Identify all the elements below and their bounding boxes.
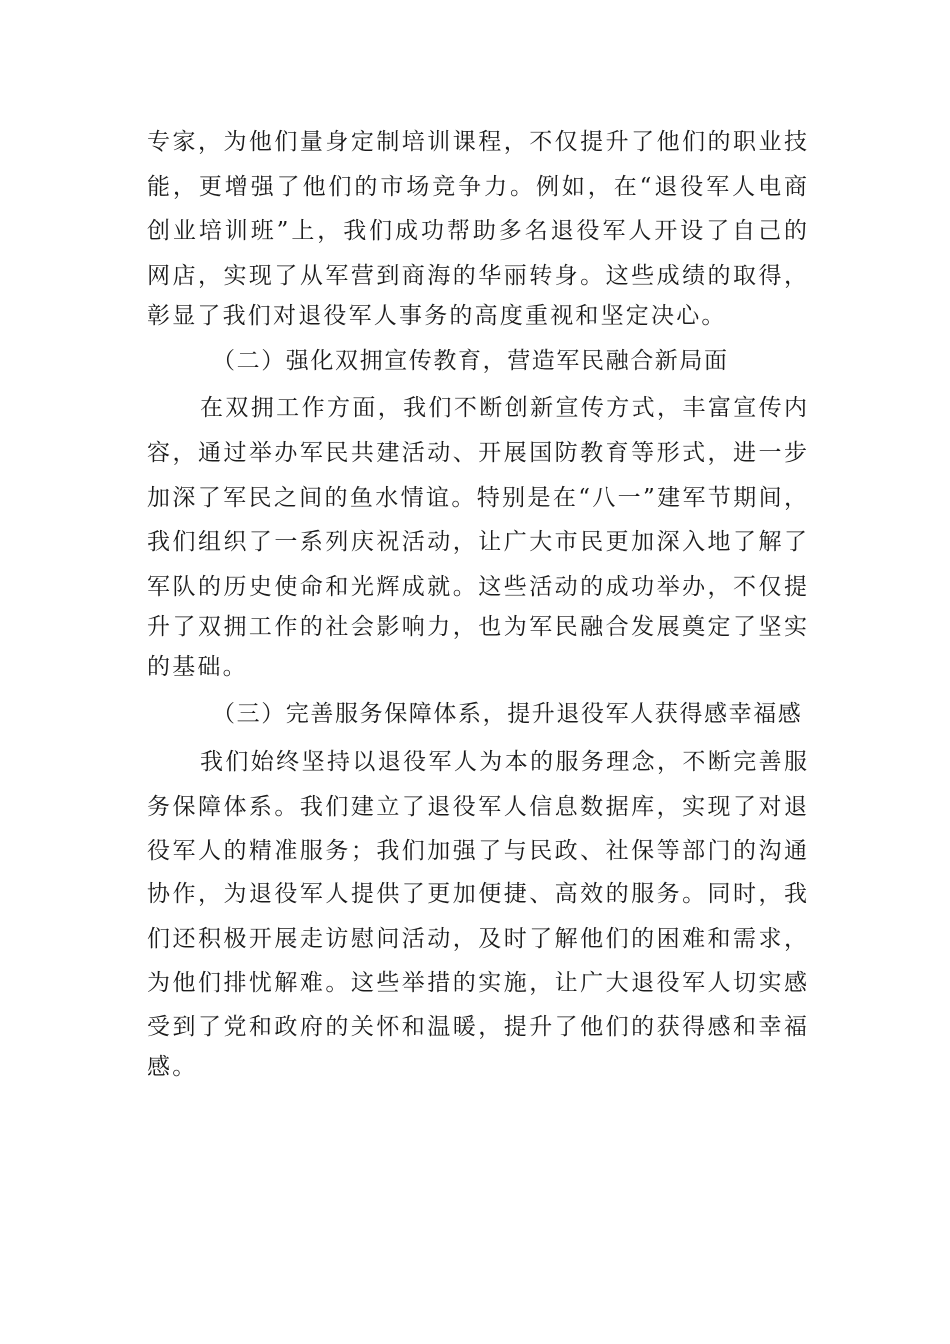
paragraph-2-line-7: 的基础。 [147,654,248,680]
paragraph-1-line-2: 能，更增强了他们的市场竞争力。例如，在“退役军人电商 [147,174,807,200]
paragraph-3-line-3: 役军人的精准服务；我们加强了与民政、社保等部门的沟通 [147,838,807,864]
paragraph-3-line-2: 务保障体系。我们建立了退役军人信息数据库，实现了对退 [147,794,807,820]
paragraph-2-line-5: 军队的历史使命和光辉成就。这些活动的成功举办，不仅提 [147,574,807,600]
paragraph-3-line-4: 协作，为退役军人提供了更加便捷、高效的服务。同时，我 [147,881,807,907]
section-heading-2: （二）强化双拥宣传教育，营造军民融合新局面 [212,348,729,374]
section-heading-3: （三）完善服务保障体系，提升退役军人获得感幸福感 [212,701,803,727]
paragraph-3-line-5: 们还积极开展走访慰问活动，及时了解他们的困难和需求， [147,926,807,952]
paragraph-2-line-1: 在双拥工作方面，我们不断创新宣传方式，丰富宣传内 [200,395,807,421]
paragraph-2-line-6: 升了双拥工作的社会影响力，也为军民融合发展奠定了坚实 [147,614,807,640]
paragraph-2-line-2: 容，通过举办军民共建活动、开展国防教育等形式，进一步 [147,440,807,466]
paragraph-1-line-1: 专家，为他们量身定制培训课程，不仅提升了他们的职业技 [147,129,807,155]
paragraph-3-line-6: 为他们排忧解难。这些举措的实施，让广大退役军人切实感 [147,970,807,996]
paragraph-1-line-4: 网店，实现了从军营到商海的华丽转身。这些成绩的取得， [147,263,807,289]
paragraph-3-line-8: 感。 [147,1054,198,1080]
paragraph-2-line-4: 我们组织了一系列庆祝活动，让广大市民更加深入地了解了 [147,529,807,555]
paragraph-3-line-1: 我们始终坚持以退役军人为本的服务理念，不断完善服 [200,749,807,775]
paragraph-2-line-3: 加深了军民之间的鱼水情谊。特别是在“八一”建军节期间， [147,485,807,511]
paragraph-1-line-5: 彰显了我们对退役军人事务的高度重视和坚定决心。 [147,303,727,329]
paragraph-1-line-3: 创业培训班”上，我们成功帮助多名退役军人开设了自己的 [147,218,807,244]
paragraph-3-line-7: 受到了党和政府的关怀和温暖，提升了他们的获得感和幸福 [147,1014,807,1040]
